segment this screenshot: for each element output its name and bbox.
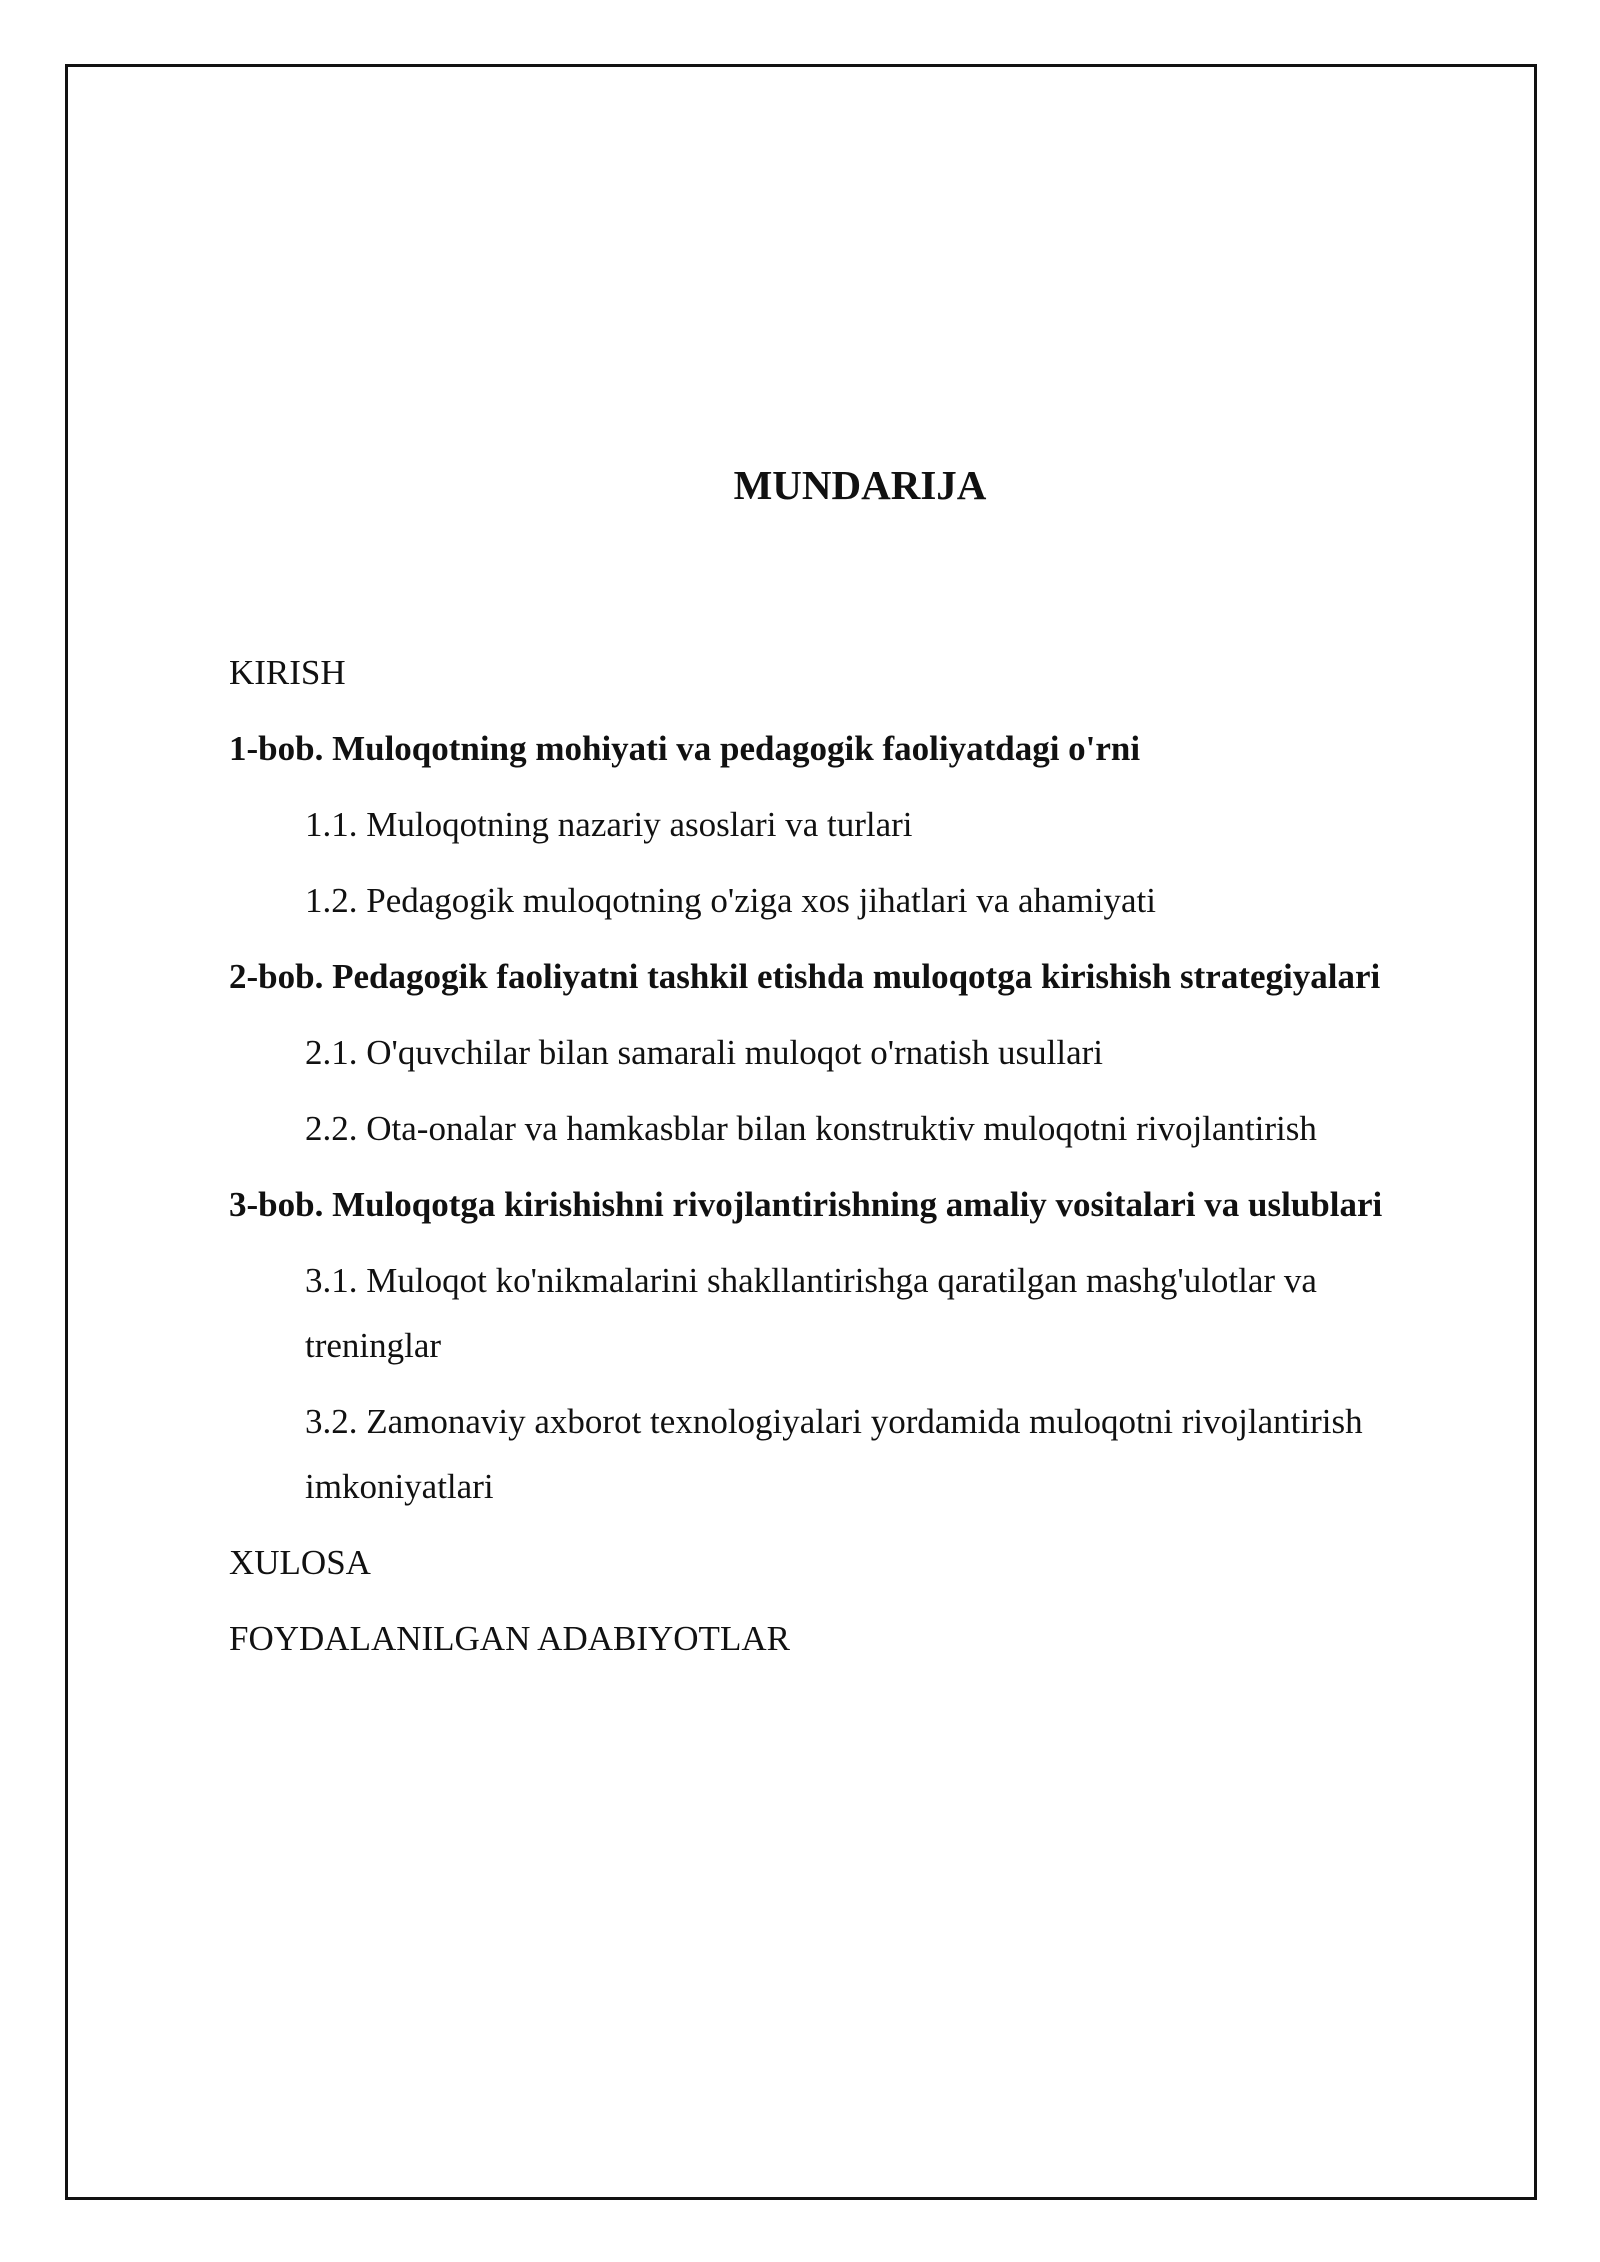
toc-section-1-1: 1.1. Muloqotning nazariy asoslari va turlari (305, 805, 913, 844)
toc-item-kirish: KIRISH (229, 653, 346, 692)
toc-section-2-1: 2.1. O'quvchilar bilan samarali muloqot o'rnatish usullari (305, 1033, 1104, 1072)
toc-section-1-2: 1.2. Pedagogik muloqotning o'ziga xos jihatlari va ahamiyati (305, 881, 1157, 920)
toc-chapter-3: 3-bob. Muloqotga kirishishni rivojlantirishning amaliy vositalari va uslublari (229, 1185, 1383, 1224)
toc-section-2-2: 2.2. Ota-onalar va hamkasblar bilan konstruktiv muloqotni rivojlantirish (305, 1109, 1317, 1148)
table-of-contents (0, 640, 1600, 1682)
toc-section-3-1: 3.1. Muloqot ko'nikmalarini shakllantirishga qaratilgan mashg'ulotlar va treninglar (305, 1261, 1317, 1365)
toc-chapter-2: 2-bob. Pedagogik faoliyatni tashkil etishda muloqotga kirishish strategiyalari (229, 957, 1381, 996)
toc-item-foydalanilgan-adabiyotlar: FOYDALANILGAN ADABIYOTLAR (229, 1619, 790, 1658)
toc-chapter-1: 1-bob. Muloqotning mohiyati va pedagogik faoliyatdagi o'rni (229, 729, 1141, 768)
toc-item-xulosa: XULOSA (229, 1543, 371, 1582)
page-title: MUNDARIJA (733, 462, 987, 508)
toc-section-3-2: 3.2. Zamonaviy axborot texnologiyalari yordamida muloqotni rivojlantirish imkoniyatlari (305, 1402, 1363, 1506)
